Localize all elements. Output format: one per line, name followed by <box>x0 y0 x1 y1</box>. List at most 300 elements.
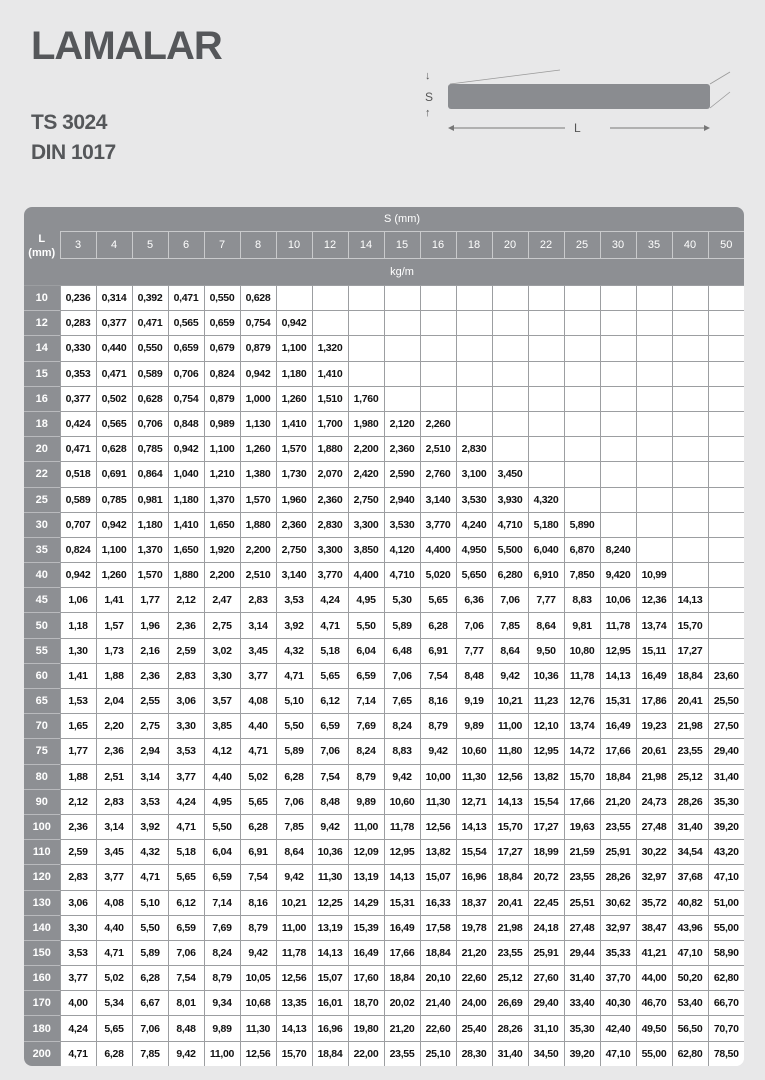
weight-cell <box>420 361 456 386</box>
weight-cell: 49,50 <box>636 1016 672 1041</box>
weight-cell: 35,72 <box>636 890 672 915</box>
weight-cell: 6,870 <box>564 537 600 562</box>
weight-cell: 5,650 <box>456 563 492 588</box>
weight-cell: 6,28 <box>96 1041 132 1066</box>
weight-cell: 0,628 <box>132 386 168 411</box>
weight-cell: 0,706 <box>168 361 204 386</box>
weight-cell: 7,69 <box>204 915 240 940</box>
weight-cell: 55,00 <box>708 915 744 940</box>
weight-cell: 20,02 <box>384 991 420 1016</box>
standard-label: TS 3024 <box>31 111 107 134</box>
weight-cell: 12,25 <box>312 890 348 915</box>
weight-cell: 46,70 <box>636 991 672 1016</box>
weight-cell: 5,89 <box>132 940 168 965</box>
weight-cell: 0,550 <box>132 336 168 361</box>
weight-cell: 15,31 <box>600 689 636 714</box>
weight-cell: 11,78 <box>600 613 636 638</box>
weight-cell: 1,700 <box>312 411 348 436</box>
s-value-header: 50 <box>708 232 744 259</box>
l-value-cell: 130 <box>24 890 60 915</box>
weight-cell: 23,55 <box>564 865 600 890</box>
weight-cell: 28,30 <box>456 1041 492 1066</box>
weight-cell: 0,942 <box>96 512 132 537</box>
weight-cell: 35,30 <box>708 789 744 814</box>
weight-cell: 4,710 <box>492 512 528 537</box>
weight-cell: 11,30 <box>240 1016 276 1041</box>
weight-cell <box>708 336 744 361</box>
weight-cell: 11,30 <box>456 764 492 789</box>
weight-cell: 8,64 <box>276 840 312 865</box>
weight-cell: 5,34 <box>96 991 132 1016</box>
weight-cell: 12,95 <box>528 739 564 764</box>
weight-cell: 8,79 <box>348 764 384 789</box>
weight-cell: 0,565 <box>96 411 132 436</box>
weight-cell: 30,62 <box>600 890 636 915</box>
weight-cell: 27,48 <box>636 814 672 839</box>
s-value-header: 12 <box>312 232 348 259</box>
weight-cell: 1,730 <box>276 462 312 487</box>
weight-cell: 1,18 <box>60 613 96 638</box>
weight-cell: 4,00 <box>60 991 96 1016</box>
weight-cell: 18,84 <box>672 663 708 688</box>
weight-cell: 8,79 <box>420 714 456 739</box>
weight-cell: 22,00 <box>348 1041 384 1066</box>
weight-cell: 53,40 <box>672 991 708 1016</box>
weight-cell: 7,06 <box>384 663 420 688</box>
weight-cell: 3,77 <box>240 663 276 688</box>
weight-cell: 6,28 <box>276 764 312 789</box>
table-row <box>24 840 744 865</box>
l-column-header <box>24 207 60 286</box>
s-value-header: 5 <box>132 232 168 259</box>
weight-cell: 2,120 <box>384 411 420 436</box>
weight-cell <box>384 386 420 411</box>
weight-cell: 0,565 <box>168 311 204 336</box>
l-value-cell: 160 <box>24 966 60 991</box>
weight-cell: 3,45 <box>96 840 132 865</box>
weight-cell: 10,60 <box>456 739 492 764</box>
weight-cell: 19,23 <box>636 714 672 739</box>
weight-cell <box>492 311 528 336</box>
weight-cell: 2,36 <box>60 814 96 839</box>
s-value-header: 7 <box>204 232 240 259</box>
weight-cell: 14,13 <box>312 940 348 965</box>
weight-cell: 4,12 <box>204 739 240 764</box>
weight-cell: 1,73 <box>96 638 132 663</box>
weight-cell: 7,54 <box>312 764 348 789</box>
weight-cell: 15,54 <box>456 840 492 865</box>
weight-cell: 1,88 <box>96 663 132 688</box>
weight-cell: 0,392 <box>132 286 168 311</box>
weight-cell: 0,314 <box>96 286 132 311</box>
weight-cell: 6,36 <box>456 588 492 613</box>
weight-cell: 1,260 <box>276 386 312 411</box>
weight-cell: 6,59 <box>348 663 384 688</box>
weight-cell <box>456 286 492 311</box>
weight-cell <box>600 336 636 361</box>
weight-cell: 13,74 <box>636 613 672 638</box>
weight-cell <box>708 537 744 562</box>
weight-cell: 4,40 <box>240 714 276 739</box>
weight-cell: 4,950 <box>456 537 492 562</box>
weight-cell <box>708 613 744 638</box>
weight-cell <box>564 336 600 361</box>
weight-cell <box>708 563 744 588</box>
weight-cell: 10,60 <box>384 789 420 814</box>
l-value-cell: 14 <box>24 336 60 361</box>
weight-cell: 23,55 <box>600 814 636 839</box>
weight-cell <box>708 437 744 462</box>
weight-cell <box>348 311 384 336</box>
weight-cell: 31,40 <box>564 966 600 991</box>
table-row <box>24 361 744 386</box>
weight-cell: 9,420 <box>600 563 636 588</box>
table-row <box>24 991 744 1016</box>
weight-cell: 25,50 <box>708 689 744 714</box>
weight-cell: 10,36 <box>528 663 564 688</box>
weight-cell: 17,27 <box>672 638 708 663</box>
weight-cell: 1,570 <box>240 487 276 512</box>
weight-cell: 2,590 <box>384 462 420 487</box>
weight-cell: 3,53 <box>168 739 204 764</box>
weight-cell: 11,78 <box>384 814 420 839</box>
weight-cell: 0,824 <box>60 537 96 562</box>
weight-cell: 13,19 <box>348 865 384 890</box>
weight-cell <box>672 512 708 537</box>
weight-cell <box>708 512 744 537</box>
weight-cell <box>672 437 708 462</box>
weight-cell: 1,130 <box>240 411 276 436</box>
weight-cell <box>636 286 672 311</box>
weight-cell: 5,02 <box>240 764 276 789</box>
weight-cell: 0,377 <box>96 311 132 336</box>
weight-cell <box>528 462 564 487</box>
weight-cell: 27,50 <box>708 714 744 739</box>
weight-cell: 0,706 <box>132 411 168 436</box>
weight-cell: 1,370 <box>132 537 168 562</box>
unit-row: kg/m <box>60 259 744 286</box>
l-value-cell: 30 <box>24 512 60 537</box>
weight-cell: 15,70 <box>492 814 528 839</box>
weight-cell: 27,48 <box>564 915 600 940</box>
weight-cell <box>672 386 708 411</box>
weight-cell: 6,28 <box>132 966 168 991</box>
weight-cell <box>564 286 600 311</box>
l-value-cell: 170 <box>24 991 60 1016</box>
weight-cell: 3,300 <box>312 537 348 562</box>
weight-cell: 31,40 <box>672 814 708 839</box>
weight-cell: 9,19 <box>456 689 492 714</box>
thickness-label: S <box>425 90 434 104</box>
weight-cell: 2,830 <box>456 437 492 462</box>
weight-cell: 6,04 <box>204 840 240 865</box>
table-row <box>24 311 744 336</box>
weight-cell: 5,10 <box>276 689 312 714</box>
weight-cell <box>708 311 744 336</box>
weight-cell: 40,82 <box>672 890 708 915</box>
table-row <box>24 764 744 789</box>
weight-cell <box>528 361 564 386</box>
weight-cell: 0,942 <box>240 361 276 386</box>
weight-cell: 6,59 <box>312 714 348 739</box>
weight-cell: 43,20 <box>708 840 744 865</box>
weight-cell: 5,180 <box>528 512 564 537</box>
weight-cell: 7,54 <box>240 865 276 890</box>
weight-cell <box>528 336 564 361</box>
weight-cell <box>636 537 672 562</box>
weight-cell <box>708 361 744 386</box>
weight-cell <box>672 411 708 436</box>
table-row <box>24 386 744 411</box>
l-unit-label: (mm) <box>28 247 56 259</box>
weight-cell: 15,54 <box>528 789 564 814</box>
weight-cell: 10,36 <box>312 840 348 865</box>
weight-cell: 7,06 <box>276 789 312 814</box>
weight-cell: 10,21 <box>492 689 528 714</box>
weight-cell: 23,60 <box>708 663 744 688</box>
l-value-cell: 22 <box>24 462 60 487</box>
weight-cell: 12,95 <box>384 840 420 865</box>
weight-cell <box>636 512 672 537</box>
s-value-header: 10 <box>276 232 312 259</box>
weight-cell: 0,471 <box>96 361 132 386</box>
weight-cell: 21,59 <box>564 840 600 865</box>
weight-cell: 1,650 <box>168 537 204 562</box>
weight-cell: 2,12 <box>168 588 204 613</box>
weight-cell: 38,47 <box>636 915 672 940</box>
weight-cell: 0,707 <box>60 512 96 537</box>
weight-cell: 16,49 <box>600 714 636 739</box>
l-value-cell: 100 <box>24 814 60 839</box>
weight-cell: 37,68 <box>672 865 708 890</box>
weight-cell: 3,930 <box>492 487 528 512</box>
weight-cell <box>528 386 564 411</box>
weight-cell <box>672 537 708 562</box>
weight-cell <box>420 386 456 411</box>
weight-cell: 3,77 <box>60 966 96 991</box>
arrow-up-icon: ↑ <box>425 107 431 119</box>
weight-cell: 78,50 <box>708 1041 744 1066</box>
s-value-header: 18 <box>456 232 492 259</box>
weight-cell: 55,00 <box>636 1041 672 1066</box>
weight-cell <box>528 311 564 336</box>
weight-cell: 16,96 <box>312 1016 348 1041</box>
weight-cell: 1,320 <box>312 336 348 361</box>
weight-cell: 3,14 <box>132 764 168 789</box>
table-row <box>24 537 744 562</box>
weight-cell: 3,770 <box>312 563 348 588</box>
weight-cell: 5,890 <box>564 512 600 537</box>
weight-cell: 0,589 <box>132 361 168 386</box>
weight-cell: 1,180 <box>132 512 168 537</box>
weight-cell: 2,36 <box>132 663 168 688</box>
standard-label: DIN 1017 <box>31 141 116 164</box>
weight-cell: 2,200 <box>348 437 384 462</box>
weight-cell: 40,30 <box>600 991 636 1016</box>
l-value-cell: 110 <box>24 840 60 865</box>
weight-cell: 19,80 <box>348 1016 384 1041</box>
l-value-cell: 200 <box>24 1041 60 1066</box>
weight-cell: 3,53 <box>276 588 312 613</box>
weight-cell: 1,650 <box>204 512 240 537</box>
weight-cell: 18,84 <box>600 764 636 789</box>
weight-cell: 2,750 <box>348 487 384 512</box>
weight-cell: 0,550 <box>204 286 240 311</box>
weight-cell: 0,785 <box>132 437 168 462</box>
weight-cell: 7,85 <box>492 613 528 638</box>
weight-cell: 29,40 <box>528 991 564 1016</box>
weight-cell: 2,20 <box>96 714 132 739</box>
weight-cell: 31,40 <box>708 764 744 789</box>
weight-cell: 6,04 <box>348 638 384 663</box>
weight-cell: 0,471 <box>168 286 204 311</box>
weight-cell: 9,42 <box>384 764 420 789</box>
weight-cell: 42,40 <box>600 1016 636 1041</box>
s-value-header: 14 <box>348 232 384 259</box>
weight-cell: 17,66 <box>564 789 600 814</box>
weight-cell: 4,400 <box>420 537 456 562</box>
weight-cell: 0,440 <box>96 336 132 361</box>
table-row <box>24 714 744 739</box>
l-value-cell: 10 <box>24 286 60 311</box>
weight-cell: 21,20 <box>456 940 492 965</box>
weight-cell: 1,57 <box>96 613 132 638</box>
l-value-cell: 65 <box>24 689 60 714</box>
weight-cell <box>456 386 492 411</box>
weight-cell: 15,70 <box>672 613 708 638</box>
weight-cell: 4,240 <box>456 512 492 537</box>
weight-cell: 1,65 <box>60 714 96 739</box>
weight-cell: 25,40 <box>456 1016 492 1041</box>
table-row <box>24 890 744 915</box>
weight-cell: 6,28 <box>420 613 456 638</box>
weight-cell: 1,570 <box>276 437 312 462</box>
weight-cell: 9,42 <box>240 940 276 965</box>
weight-cell <box>348 286 384 311</box>
weight-cell: 14,13 <box>456 814 492 839</box>
weight-cell <box>636 462 672 487</box>
weight-cell: 0,471 <box>132 311 168 336</box>
weight-cell: 4,32 <box>276 638 312 663</box>
weight-cell: 29,44 <box>564 940 600 965</box>
weight-cell: 4,71 <box>276 663 312 688</box>
weight-cell: 12,95 <box>600 638 636 663</box>
weight-cell: 2,420 <box>348 462 384 487</box>
s-value-header: 35 <box>636 232 672 259</box>
weight-cell: 0,236 <box>60 286 96 311</box>
weight-cell: 7,06 <box>312 739 348 764</box>
weight-cell: 3,85 <box>204 714 240 739</box>
weight-cell: 19,78 <box>456 915 492 940</box>
weight-cell: 18,84 <box>384 966 420 991</box>
weight-cell: 1,410 <box>312 361 348 386</box>
weight-cell: 9,42 <box>420 739 456 764</box>
weight-cell: 5,65 <box>96 1016 132 1041</box>
weight-cell: 1,41 <box>96 588 132 613</box>
weight-cell: 8,48 <box>312 789 348 814</box>
weight-cell: 3,300 <box>348 512 384 537</box>
s-header: S (mm) <box>60 207 744 232</box>
weight-cell <box>420 336 456 361</box>
l-value-cell: 70 <box>24 714 60 739</box>
weight-cell <box>420 311 456 336</box>
weight-cell: 3,14 <box>240 613 276 638</box>
weight-cell <box>456 411 492 436</box>
weight-cell <box>492 286 528 311</box>
weight-cell <box>672 462 708 487</box>
weight-cell: 6,280 <box>492 563 528 588</box>
table-row <box>24 689 744 714</box>
l-value-cell: 45 <box>24 588 60 613</box>
weight-cell: 15,07 <box>420 865 456 890</box>
weight-cell: 13,82 <box>528 764 564 789</box>
weight-cell: 3,14 <box>96 814 132 839</box>
l-value-cell: 50 <box>24 613 60 638</box>
weight-cell: 5,89 <box>384 613 420 638</box>
weight-cell: 7,77 <box>456 638 492 663</box>
flat-bar-diagram <box>420 62 740 142</box>
weight-cell <box>636 336 672 361</box>
table-row <box>24 487 744 512</box>
weight-cell <box>456 361 492 386</box>
weight-cell <box>636 361 672 386</box>
weight-cell: 3,530 <box>384 512 420 537</box>
weight-cell: 35,33 <box>600 940 636 965</box>
weight-cell: 16,33 <box>420 890 456 915</box>
weight-cell: 24,73 <box>636 789 672 814</box>
weight-cell: 10,06 <box>600 588 636 613</box>
weight-cell: 3,53 <box>60 940 96 965</box>
weight-cell: 3,850 <box>348 537 384 562</box>
weight-cell <box>492 437 528 462</box>
weight-cell: 14,13 <box>492 789 528 814</box>
weight-cell <box>276 286 312 311</box>
weight-cell: 14,13 <box>672 588 708 613</box>
weight-cell: 21,98 <box>636 764 672 789</box>
weight-cell: 12,36 <box>636 588 672 613</box>
weight-cell: 7,85 <box>276 814 312 839</box>
weight-cell: 30,22 <box>636 840 672 865</box>
weight-cell: 2,200 <box>240 537 276 562</box>
weight-cell: 7,06 <box>456 613 492 638</box>
weight-cell: 1,380 <box>240 462 276 487</box>
weight-cell: 2,83 <box>168 663 204 688</box>
weight-cell: 7,54 <box>420 663 456 688</box>
weight-cell: 62,80 <box>672 1041 708 1066</box>
table-row <box>24 865 744 890</box>
weight-cell: 4,71 <box>312 613 348 638</box>
weight-cell: 2,200 <box>204 563 240 588</box>
weight-cell: 7,85 <box>132 1041 168 1066</box>
weight-cell: 7,06 <box>492 588 528 613</box>
l-value-cell: 180 <box>24 1016 60 1041</box>
weight-cell: 11,80 <box>492 739 528 764</box>
weight-cell: 17,58 <box>420 915 456 940</box>
weight-cell: 0,864 <box>132 462 168 487</box>
weight-cell: 37,70 <box>600 966 636 991</box>
weight-cell <box>564 437 600 462</box>
weight-cell <box>564 386 600 411</box>
l-value-cell: 150 <box>24 940 60 965</box>
weight-cell: 0,879 <box>204 386 240 411</box>
weight-cell: 47,10 <box>600 1041 636 1066</box>
weight-cell: 16,49 <box>636 663 672 688</box>
weight-cell: 25,91 <box>600 840 636 865</box>
weight-cell <box>672 487 708 512</box>
weight-cell: 1,880 <box>168 563 204 588</box>
weight-cell: 2,83 <box>96 789 132 814</box>
weight-cell: 70,70 <box>708 1016 744 1041</box>
